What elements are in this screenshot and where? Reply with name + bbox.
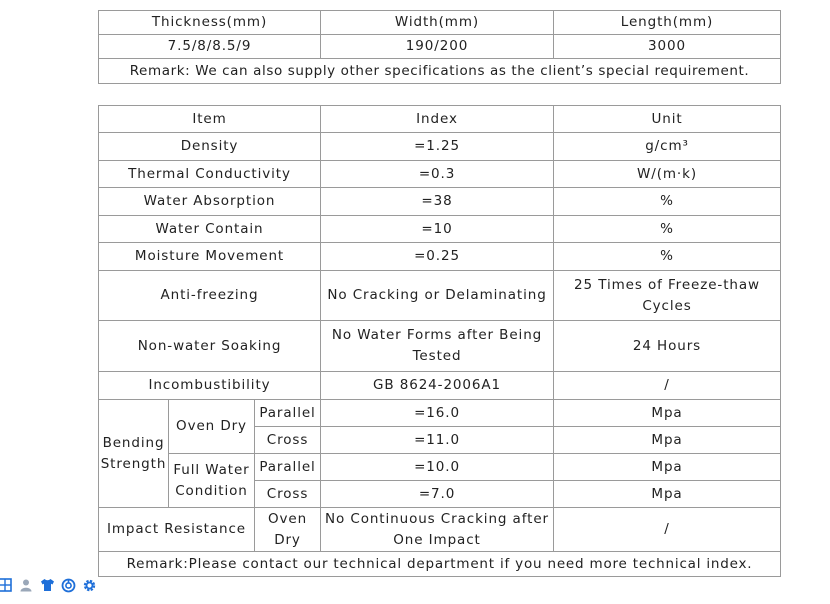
- row-index: =10.0: [321, 454, 554, 481]
- value-width: 190/200: [321, 35, 554, 59]
- gear-icon[interactable]: [80, 576, 98, 594]
- row-item: Non-water Soaking: [99, 321, 321, 372]
- row-unit: /: [554, 372, 781, 400]
- table-icon[interactable]: [0, 576, 14, 594]
- parallel-label: Parallel: [255, 454, 321, 481]
- specs-header-row: [99, 106, 781, 133]
- row-index: =11.0: [321, 427, 554, 454]
- row-index: =16.0: [321, 400, 554, 427]
- row-item: Water Contain: [99, 216, 321, 243]
- table-row: [99, 400, 781, 427]
- table-row: [99, 508, 781, 552]
- row-unit: Mpa: [554, 427, 781, 454]
- value-length: 3000: [554, 35, 781, 59]
- row-index: =7.0: [321, 481, 554, 508]
- table-row: [99, 243, 781, 271]
- row-unit: 25 Times of Freeze-thaw Cycles: [554, 271, 781, 321]
- specs-remark-row: [99, 552, 781, 577]
- table-row: [99, 161, 781, 188]
- row-item: Moisture Movement: [99, 243, 321, 271]
- row-unit: g/cm³: [554, 133, 781, 161]
- impact-resistance-label: Impact Resistance: [99, 508, 255, 552]
- row-item: Anti-freezing: [99, 271, 321, 321]
- dimensions-remark: Remark: We can also supply other specifications as the client’s special requirement.: [99, 59, 781, 84]
- dimensions-header-row: [99, 11, 781, 35]
- row-index: No Continuous Cracking after One Impact: [321, 508, 554, 552]
- header-index: Index: [321, 106, 554, 133]
- dimensions-table: [98, 10, 781, 84]
- table-row: [99, 133, 781, 161]
- row-unit: Mpa: [554, 400, 781, 427]
- row-unit: %: [554, 243, 781, 271]
- floating-toolbar: [0, 575, 98, 595]
- row-unit: 24 Hours: [554, 321, 781, 372]
- table-row: [99, 271, 781, 321]
- cross-label: Cross: [255, 427, 321, 454]
- specs-remark: Remark:Please contact our technical department if you need more technical index.: [99, 552, 781, 577]
- spiral-icon[interactable]: [59, 576, 77, 594]
- row-unit: %: [554, 188, 781, 216]
- row-index: =1.25: [321, 133, 554, 161]
- table-row: [99, 188, 781, 216]
- specs-table: [98, 105, 781, 577]
- table-row: [99, 454, 781, 481]
- row-unit: Mpa: [554, 481, 781, 508]
- dimensions-value-row: [99, 35, 781, 59]
- row-item: Water Absorption: [99, 188, 321, 216]
- oven-dry-label: Oven Dry: [169, 400, 255, 454]
- row-unit: Mpa: [554, 454, 781, 481]
- table-row: [99, 372, 781, 400]
- impact-condition: Oven Dry: [255, 508, 321, 552]
- row-index: =0.3: [321, 161, 554, 188]
- header-width: Width(mm): [321, 11, 554, 35]
- table-row: [99, 216, 781, 243]
- cross-label: Cross: [255, 481, 321, 508]
- row-unit: /: [554, 508, 781, 552]
- row-index: GB 8624-2006A1: [321, 372, 554, 400]
- table-row: [99, 321, 781, 372]
- bending-strength-label: Bending Strength: [99, 400, 169, 508]
- header-thickness: Thickness(mm): [99, 11, 321, 35]
- header-item: Item: [99, 106, 321, 133]
- row-index: =38: [321, 188, 554, 216]
- value-thickness: 7.5/8/8.5/9: [99, 35, 321, 59]
- shirt-icon[interactable]: [38, 576, 56, 594]
- row-item: Incombustibility: [99, 372, 321, 400]
- full-water-label: Full Water Condition: [169, 454, 255, 508]
- row-unit: W/(m·k): [554, 161, 781, 188]
- row-index: =10: [321, 216, 554, 243]
- row-index: No Cracking or Delaminating: [321, 271, 554, 321]
- header-unit: Unit: [554, 106, 781, 133]
- row-index: No Water Forms after Being Tested: [321, 321, 554, 372]
- dimensions-remark-row: [99, 59, 781, 84]
- row-item: Thermal Conductivity: [99, 161, 321, 188]
- row-index: =0.25: [321, 243, 554, 271]
- row-item: Density: [99, 133, 321, 161]
- user-icon[interactable]: [17, 576, 35, 594]
- row-unit: %: [554, 216, 781, 243]
- parallel-label: Parallel: [255, 400, 321, 427]
- header-length: Length(mm): [554, 11, 781, 35]
